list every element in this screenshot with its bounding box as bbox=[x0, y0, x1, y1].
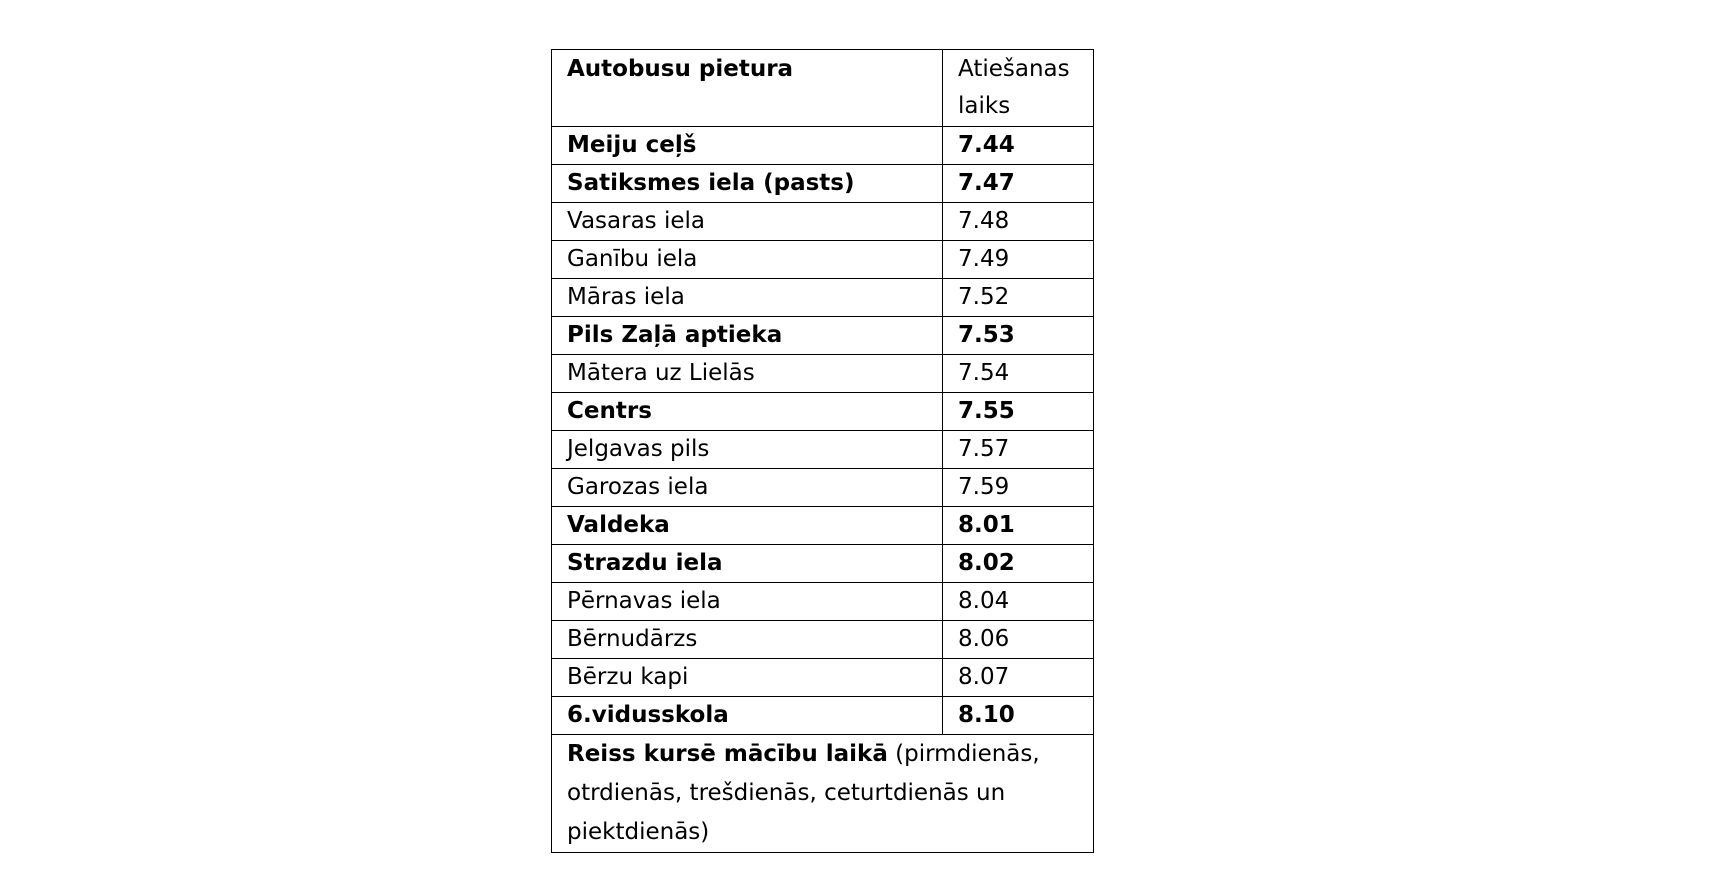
stop-name: 6.vidusskola bbox=[552, 697, 943, 735]
table-row bbox=[552, 583, 1094, 621]
schedule-note-bold: Reiss kursē mācību laikā bbox=[567, 741, 888, 767]
departure-time: 7.55 bbox=[943, 393, 1094, 431]
table-row bbox=[552, 697, 1094, 735]
table-row bbox=[552, 355, 1094, 393]
table-row bbox=[552, 203, 1094, 241]
stop-name: Vasaras iela bbox=[552, 203, 943, 241]
departure-time: 8.01 bbox=[943, 507, 1094, 545]
table-row bbox=[552, 241, 1094, 279]
departure-time: 8.02 bbox=[943, 545, 1094, 583]
table-row bbox=[552, 545, 1094, 583]
stop-name: Valdeka bbox=[552, 507, 943, 545]
stop-name: Satiksmes iela (pasts) bbox=[552, 165, 943, 203]
table-row bbox=[552, 621, 1094, 659]
table-header-row bbox=[552, 50, 1094, 127]
departure-time: 7.57 bbox=[943, 431, 1094, 469]
table-row bbox=[552, 507, 1094, 545]
stop-name: Pērnavas iela bbox=[552, 583, 943, 621]
departure-time: 8.04 bbox=[943, 583, 1094, 621]
table-row bbox=[552, 127, 1094, 165]
stop-name: Bērzu kapi bbox=[552, 659, 943, 697]
header-departure-time: Atiešanas laiks bbox=[943, 50, 1094, 127]
departure-time: 7.59 bbox=[943, 469, 1094, 507]
schedule-note bbox=[552, 735, 1094, 853]
departure-time: 8.07 bbox=[943, 659, 1094, 697]
table-row bbox=[552, 279, 1094, 317]
schedule-note-text: (pirmdienās, otrdienās, trešdienās, ceturtdienās un piektdienās) bbox=[567, 741, 1040, 845]
stop-name: Jelgavas pils bbox=[552, 431, 943, 469]
table-footer-row bbox=[552, 735, 1094, 853]
departure-time: 7.44 bbox=[943, 127, 1094, 165]
stop-name: Pils Zaļā aptieka bbox=[552, 317, 943, 355]
departure-time: 8.10 bbox=[943, 697, 1094, 735]
departure-time: 8.06 bbox=[943, 621, 1094, 659]
stop-name: Strazdu iela bbox=[552, 545, 943, 583]
departure-time: 7.49 bbox=[943, 241, 1094, 279]
departure-time: 7.54 bbox=[943, 355, 1094, 393]
departure-time: 7.53 bbox=[943, 317, 1094, 355]
table-row bbox=[552, 393, 1094, 431]
table-row bbox=[552, 659, 1094, 697]
table-body bbox=[552, 127, 1094, 735]
stop-name: Mātera uz Lielās bbox=[552, 355, 943, 393]
bus-schedule-table bbox=[551, 49, 1094, 853]
header-stop: Autobusu pietura bbox=[552, 50, 943, 127]
departure-time: 7.52 bbox=[943, 279, 1094, 317]
table-row bbox=[552, 469, 1094, 507]
table-row bbox=[552, 431, 1094, 469]
table-row bbox=[552, 165, 1094, 203]
stop-name: Garozas iela bbox=[552, 469, 943, 507]
stop-name: Ganību iela bbox=[552, 241, 943, 279]
stop-name: Centrs bbox=[552, 393, 943, 431]
departure-time: 7.47 bbox=[943, 165, 1094, 203]
departure-time: 7.48 bbox=[943, 203, 1094, 241]
stop-name: Māras iela bbox=[552, 279, 943, 317]
table-row bbox=[552, 317, 1094, 355]
stop-name: Bērnudārzs bbox=[552, 621, 943, 659]
stop-name: Meiju ceļš bbox=[552, 127, 943, 165]
